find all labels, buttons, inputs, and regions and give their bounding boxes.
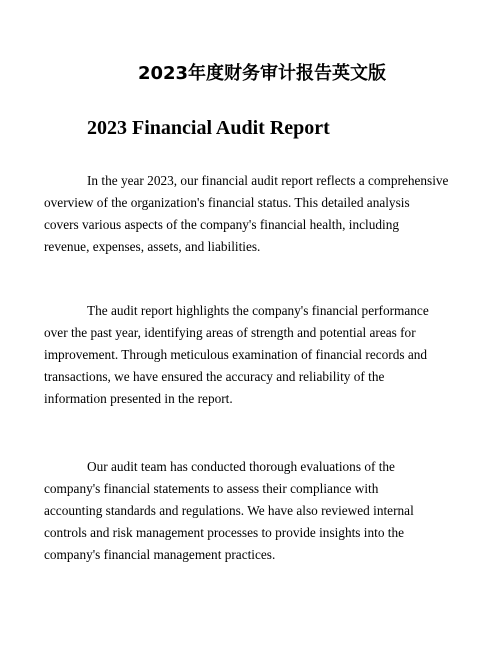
paragraph-performance-highlights	[44, 300, 464, 410]
document-title: 2023年度财务审计报告英文版	[137, 63, 387, 84]
paragraph-audit-evaluation	[44, 456, 464, 566]
paragraph-line: over the past year, identifying areas of strength and potential areas for	[44, 325, 416, 340]
paragraph-line: information presented in the report.	[44, 391, 233, 406]
paragraph-line: In the year 2023, our financial audit report reflects a comprehensive	[87, 173, 449, 188]
paragraph-line: covers various aspects of the company's financial health, including	[44, 217, 400, 232]
paragraph-line: accounting standards and regulations. We have also reviewed internal	[44, 503, 414, 518]
paragraph-line: revenue, expenses, assets, and liabilities.	[44, 239, 261, 254]
paragraph-line: company's financial management practices.	[44, 547, 276, 562]
paragraph-line: improvement. Through meticulous examination of financial records and	[44, 347, 428, 362]
paragraph-line: Our audit team has conducted thorough evaluations of the	[87, 459, 395, 474]
paragraph-line: transactions, we have ensured the accuracy and reliability of the	[44, 369, 385, 384]
paragraph-line: company's financial statements to assess their compliance with	[44, 481, 379, 496]
document-subtitle: 2023 Financial Audit Report	[87, 117, 330, 139]
paragraph-line: The audit report highlights the company's financial performance	[87, 303, 429, 318]
paragraph-line: overview of the organization's financial status. This detailed analysis	[44, 195, 410, 210]
paragraph-line: controls and risk management processes to provide insights into the	[44, 525, 405, 540]
paragraph-revenue-overview	[44, 170, 464, 258]
